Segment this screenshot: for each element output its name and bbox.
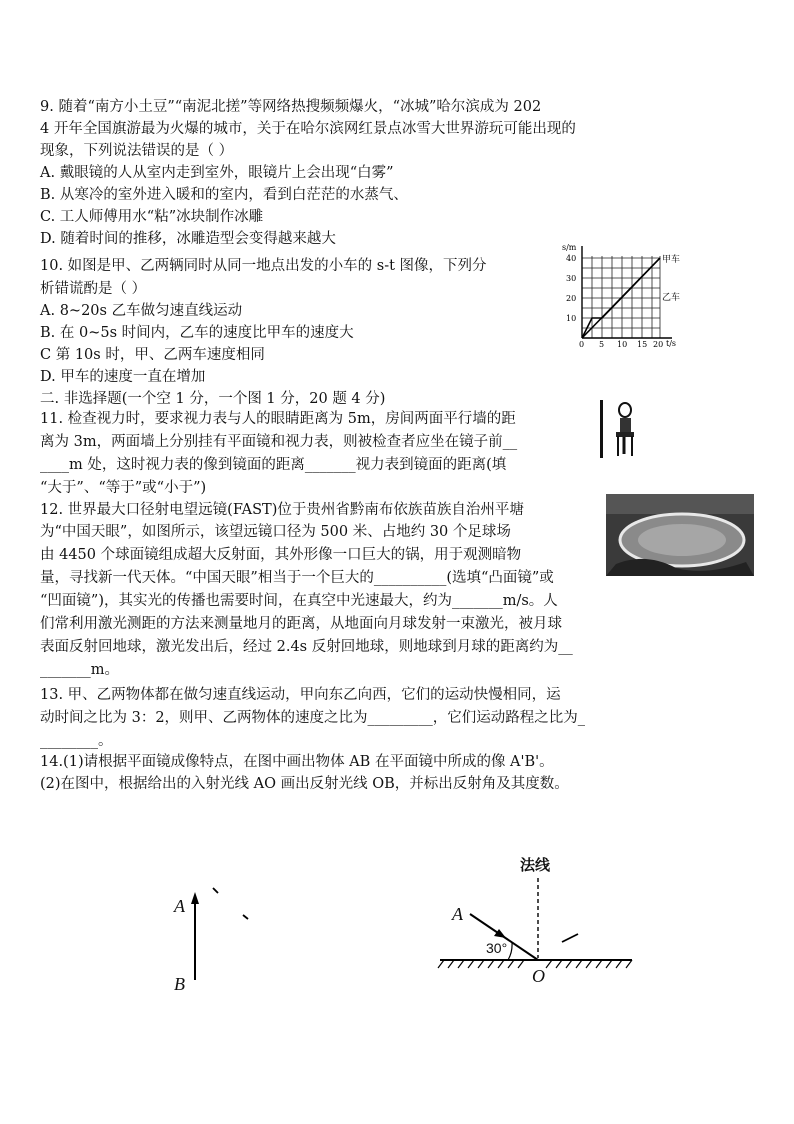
normal-label: 法线 <box>520 856 551 874</box>
label-o: O <box>532 966 545 986</box>
q10-stem-line1: 10. 如图是甲、乙两辆同时从同一地点出发的小车的 s-t 图像，下列分 <box>40 258 487 274</box>
q12-line8: _______m。 <box>40 662 119 678</box>
q13-line1: 13. 甲、乙两物体都在做匀速直线运动，甲向东乙向西，它们的运动快慢相同，运 <box>40 687 561 703</box>
graph-label-jia: 甲车 <box>662 255 681 265</box>
q14-line1: 14.(1)请根据平面镜成像特点，在图中画出物体 AB 在平面镜中所成的像 A'B'。 <box>40 754 554 770</box>
q9-stem-line2: 4 开年全国旗游最为火爆的城市，关于在哈尔滨网红景点冰雪大世界游玩可能出现的 <box>40 121 576 137</box>
angle-arc <box>508 943 512 960</box>
label-b: B <box>174 974 185 994</box>
graph-y-unit: s/m <box>562 243 577 252</box>
graph-x-tick: 20 <box>653 340 664 348</box>
q13-line3: ________。 <box>40 733 113 749</box>
q9-stem-line1: 9. 随着“南方小土豆”“南泥北搓”等网络热搜频频爆火，“冰城”哈尔滨成为 202 <box>40 99 542 115</box>
fast-telescope-photo <box>606 494 754 576</box>
st-graph <box>560 238 690 348</box>
graph-y-tick: 30 <box>566 274 577 283</box>
q10-option-d: D. 甲车的速度一直在增加 <box>40 369 206 385</box>
label-a: A <box>174 896 185 916</box>
mirror-mark <box>243 915 248 919</box>
q12-line1: 12. 世界最大口径射电望远镜(FAST)位于贵州省黔南布依族苗族自治州平塘 <box>40 502 524 518</box>
section-2-heading: 二. 非选择题(一个空 1 分，一个图 1 分，20 题 4 分) <box>40 391 386 407</box>
angle-label: 30° <box>486 940 508 956</box>
q12-line7: 表面反射回地球，激光发出后，经过 2.4s 反射回地球，则地球到月球的距离约为__ <box>40 639 573 655</box>
q9-stem-line3: 现象，下列说法错误的是（ ） <box>40 143 234 159</box>
graph-x-tick: 0 <box>579 340 585 348</box>
q11-line4: “大于”、“等于”或“小于”) <box>40 480 207 496</box>
q9-option-b: B. 从寒冷的室外进入暖和的室内，看到白茫茫的水蒸气、 <box>40 187 408 203</box>
q12-line4: 量，寻找新一代天体。“中国天眼”相当于一个巨大的__________(选填“凸面镜”或 <box>40 570 554 586</box>
graph-x-tick: 10 <box>617 340 628 348</box>
q12-line2: 为“中国天眼”，如图所示，该望远镜口径为 500 米、占地约 30 个足球场 <box>40 524 511 540</box>
label-a: A <box>452 904 463 924</box>
q11-line1: 11. 检查视力时，要求视力表与人的眼睛距离为 5m，房间两面平行墙的距 <box>40 411 516 427</box>
graph-y-tick: 40 <box>566 254 577 263</box>
graph-x-unit: t/s <box>666 339 677 348</box>
q11-line3: ____m 处，这时视力表的像到镜面的距离_______视力表到镜面的距离(填 <box>40 457 507 473</box>
q10-option-c: C 第 10s 时，甲、乙两车速度相同 <box>40 347 265 363</box>
q10-option-a: A. 8~20s 乙车做匀速直线运动 <box>40 303 243 319</box>
reflection-figure <box>436 850 636 990</box>
q14-line2: (2)在图中，根据给出的入射光线 AO 画出反射光线 OB，并标出反射角及其度数。 <box>40 776 569 792</box>
q9-option-a: A. 戴眼镜的人从室内走到室外，眼镜片上会出现“白雾” <box>40 165 394 181</box>
mirror-mark <box>213 888 218 893</box>
q9-option-c: C. 工人师傅用水“粘”冰块制作冰雕 <box>40 209 264 225</box>
q10-option-b: B. 在 0~5s 时间内，乙车的速度比甲车的速度大 <box>40 325 354 341</box>
graph-y-tick: 20 <box>566 294 577 303</box>
q9-option-d: D. 随着时间的推移，冰雕造型会变得越来越大 <box>40 231 336 247</box>
graph-y-tick: 10 <box>566 314 577 323</box>
graph-label-yi: 乙车 <box>662 293 681 303</box>
mirror-object-figure <box>160 870 270 1000</box>
seated-person-figure <box>598 398 642 460</box>
graph-x-tick: 5 <box>599 340 605 348</box>
q12-line3: 由 4450 个球面镜组成超大反射面，其外形像一口巨大的锅，用于观测暗物 <box>40 547 522 563</box>
q12-line5: “凹面镜”)，其实光的传播也需要时间，在真空中光速最大，约为_______m/s。人 <box>40 593 558 609</box>
q10-stem-line2: 析错谎酌是（ ） <box>40 281 147 297</box>
q12-line6: 们常利用激光测距的方法来测量地月的距离，从地面向月球发射一束激光，被月球 <box>40 616 562 632</box>
graph-x-tick: 15 <box>637 340 648 348</box>
q11-line2: 离为 3m，两面墙上分别挂有平面镜和视力表，则被检查者应坐在镜子前__ <box>40 434 518 450</box>
reflection-mark <box>562 934 578 942</box>
q13-line2: 动时间之比为 3：2，则甲、乙两物体的速度之比为_________，它们运动路程之比为_ <box>40 710 586 726</box>
